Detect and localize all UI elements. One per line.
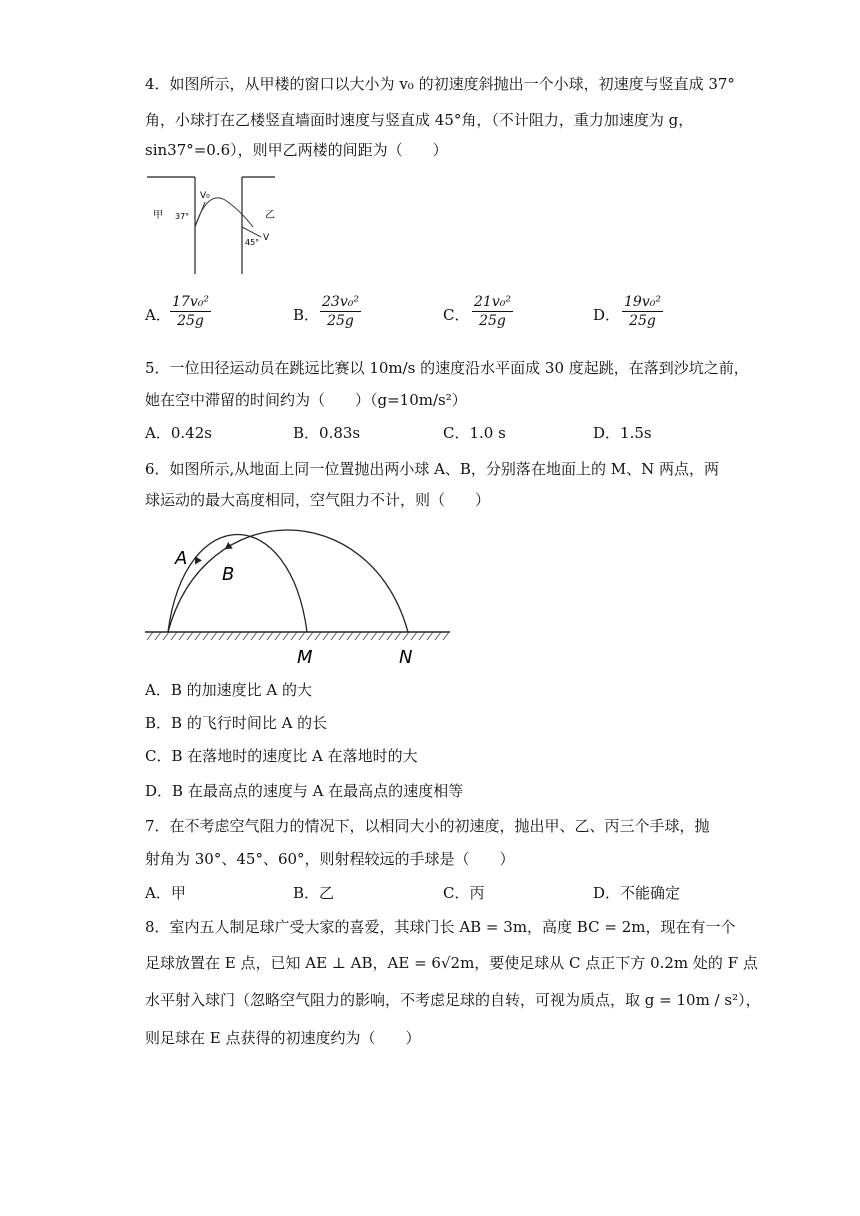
q4-option-a-fraction	[170, 294, 211, 329]
q4-figure	[145, 172, 280, 277]
q4-text-line1: 4．如图所示，从甲楼的窗口以大小为 v₀ 的初速度斜抛出一个小球，初速度与竖直成 37°	[145, 75, 735, 93]
q4-fig-right-label: 乙	[265, 210, 275, 221]
q7-option-d: D．不能确定	[593, 884, 681, 902]
q4-option-b-fraction	[320, 294, 361, 329]
q7-text-line1: 7．在不考虑空气阻力的情况下，以相同大小的初速度，抛出甲、乙、丙三个手球，抛	[145, 817, 710, 835]
q7-option-c: C．丙	[443, 884, 485, 902]
q4-option-c-fraction	[472, 294, 513, 329]
q8-text-line3: 水平射入球门（忽略空气阻力的影响，不考虑足球的自转，可视为质点，取 g = 10m / s²），	[145, 991, 761, 1009]
q4-option-a-letter: A．	[145, 306, 171, 324]
q8-text-line4: 则足球在 E 点获得的初速度约为（ ）	[145, 1029, 421, 1047]
q6-figure	[145, 520, 455, 670]
q8-text-line1: 8．室内五人制足球广受大家的喜爱，其球门长 AB = 3m，高度 BC = 2m，现在有一个	[145, 918, 736, 936]
q7-text-line2: 射角为 30°、45°、60°，则射程较远的手球是（ ）	[145, 850, 515, 868]
q6-fig-label-b: B	[222, 564, 235, 585]
q4-fig-angle1: 37°	[175, 212, 190, 221]
q4-option-a-num: 17v₀²	[172, 294, 209, 310]
q8-text-line2: 足球放置在 E 点，已知 AE ⊥ AB，AE = 6√2m，要使足球从 C 点正下方 0.2m 处的 F 点	[145, 954, 758, 972]
q4-fig-left-label: 甲	[153, 210, 163, 221]
q5-option-b: B．0.83s	[293, 424, 361, 442]
q4-option-c-letter: C．	[443, 306, 470, 324]
q4-option-a-den: 25g	[177, 313, 204, 329]
q6-fig-label-m: M	[297, 647, 313, 668]
q4-option-b-letter: B．	[293, 306, 320, 324]
q4-option-b-num: 23v₀²	[322, 294, 359, 310]
q4-option-b-den: 25g	[327, 313, 354, 329]
q4-option-d-num: 19v₀²	[624, 294, 661, 310]
q4-fig-angle2: 45°	[245, 238, 260, 247]
q6-text-line1: 6．如图所示,从地面上同一位置抛出两小球 A、B，分别落在地面上的 M、N 两点，两	[145, 460, 719, 478]
q6-fig-label-a: A	[175, 548, 188, 569]
q7-option-b: B．乙	[293, 884, 335, 902]
q4-option-c-den: 25g	[479, 313, 506, 329]
q4-fig-v-label: V	[263, 233, 270, 243]
q6-option-a: A．B 的加速度比 A 的大	[145, 681, 312, 699]
q4-option-d-den: 25g	[629, 313, 656, 329]
q4-text-line3: sin37°=0.6），则甲乙两楼的间距为（ ）	[145, 141, 448, 159]
q4-option-d-letter: D．	[593, 306, 621, 324]
q6-text-line2: 球运动的最大高度相同，空气阻力不计，则（ ）	[145, 491, 491, 509]
q4-text-line2: 角，小球打在乙楼竖直墙面时速度与竖直成 45°角，（不计阻力，重力加速度为 g，	[145, 111, 694, 129]
q5-option-c: C．1.0 s	[443, 424, 506, 442]
q4-option-c-num: 21v₀²	[474, 294, 511, 310]
q6-fig-label-n: N	[399, 647, 413, 668]
q5-text-line1: 5．一位田径运动员在跳远比赛以 10m/s 的速度沿水平面成 30 度起跳，在落到沙坑之前，	[145, 359, 749, 377]
q5-option-a: A．0.42s	[145, 424, 212, 442]
q4-fig-v0-label: V₀	[200, 191, 210, 201]
q4-option-d-fraction	[622, 294, 663, 329]
q6-option-c: C．B 在落地时的速度比 A 在落地时的大	[145, 747, 418, 765]
q6-option-d: D．B 在最高点的速度与 A 在最高点的速度相等	[145, 782, 464, 800]
q5-option-d: D．1.5s	[593, 424, 652, 442]
q6-option-b: B．B 的飞行时间比 A 的长	[145, 714, 328, 732]
q7-option-a: A．甲	[145, 884, 186, 902]
q5-text-line2: 她在空中滞留的时间约为（ ）（g=10m/s²）	[145, 391, 467, 409]
